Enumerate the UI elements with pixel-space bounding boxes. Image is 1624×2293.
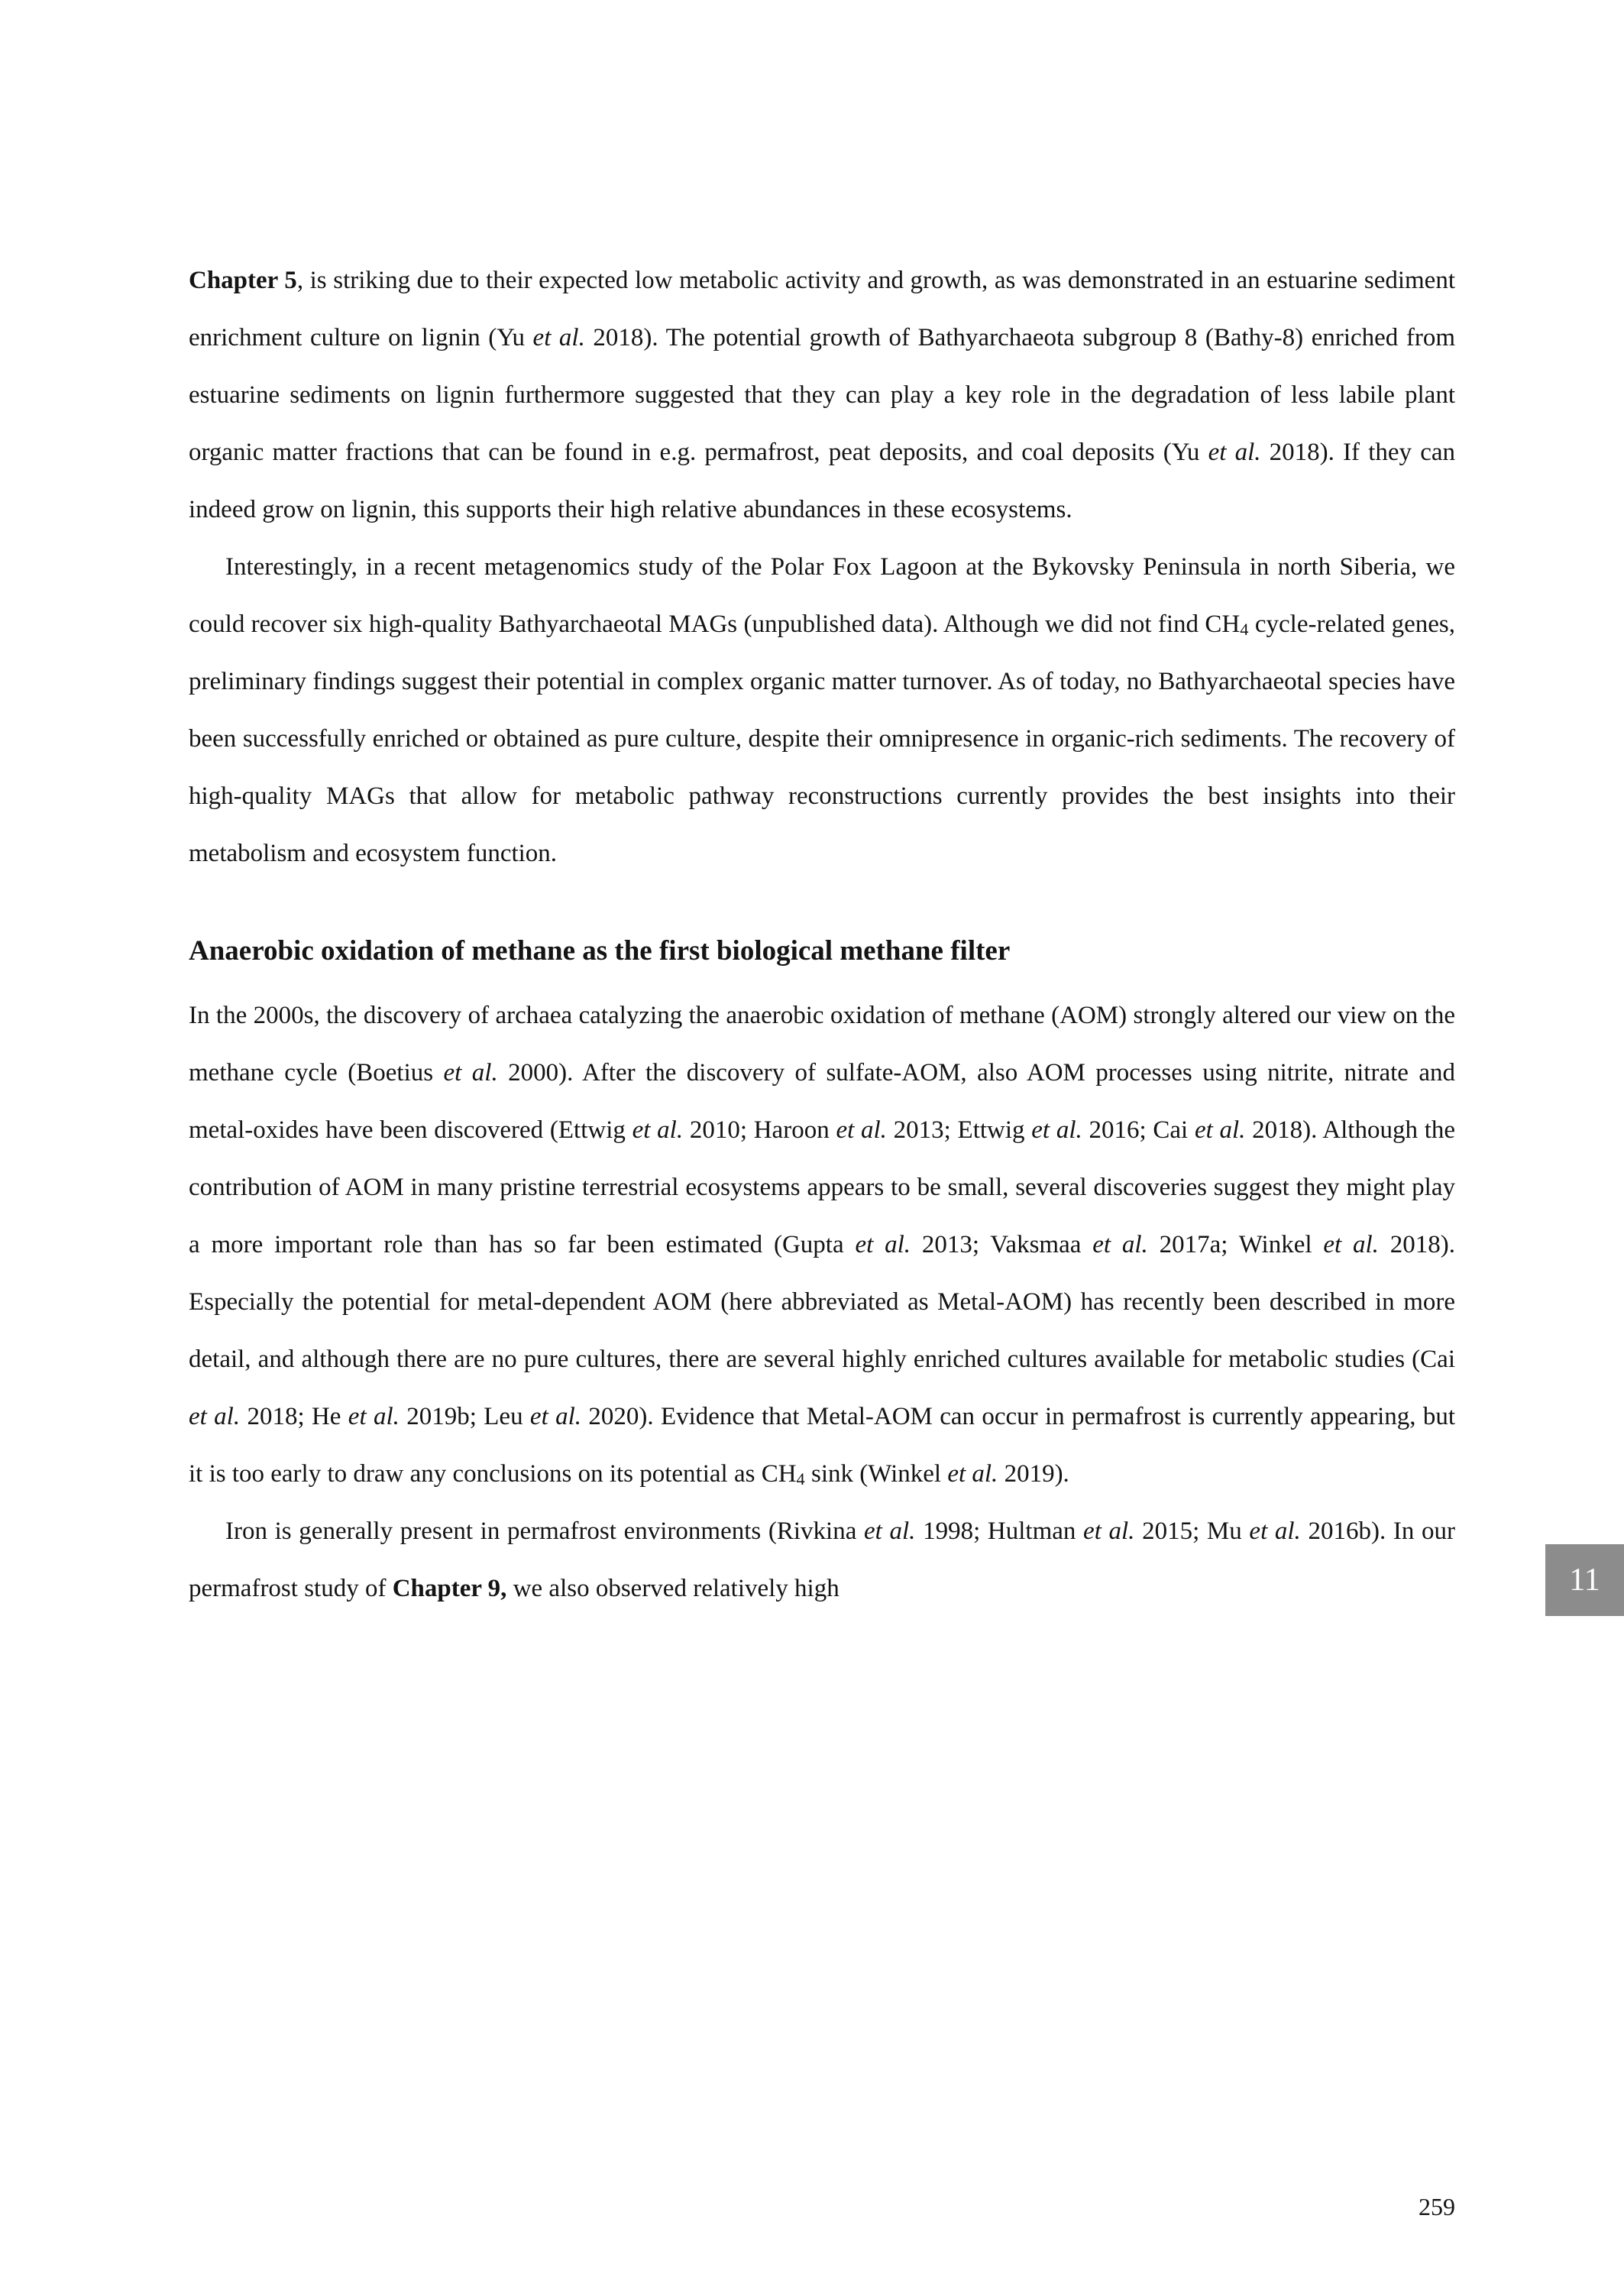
- chapter-tab: [1545, 1544, 1624, 1616]
- paragraph-aom: In the 2000s, the discovery of archaea catalyzing the anaerobic oxidation of methane (AOM) strongly altered our view on the methane cycle (Boetius et al. 2000). After the discovery of sulfate-AOM, also AOM processes using nitrite, nitrate and metal-oxides have been discovered (Ettwig et al. 2010; Haroon et al. 2013; Ettwig et al. 2016; Cai et al. 2018). Although the contribution of AOM in many pristine terrestrial ecosystems appears to be small, several discoveries suggest they might play a more important role than has so far been estimated (Gupta et al. 2013; Vaksmaa et al. 2017a; Winkel et al. 2018). Especially the potential for metal-dependent AOM (here abbreviated as Metal-AOM) has recently been described in more detail, and although there are no pure cultures, there are several highly enriched cultures available for metabolic studies (Cai et al. 2018; He et al. 2019b; Leu et al. 2020). Evidence that Metal-AOM can occur in permafrost is currently appearing, but it is too early to draw any conclusions on its potential as $CH_4$ sink (Winkel et al. 2019).: [189, 1002, 1456, 1489]
- page-number: 259: [1419, 2193, 1455, 2220]
- section-heading: Anaerobic oxidation of methane as the first biological methane filter: [189, 935, 1011, 967]
- paragraph-iron-permafrost: Iron is generally present in permafrost environments (Rivkina et al. 1998; Hultman et al. 2015; Mu et al. 2016b). In our permafrost study of Chapter 9, we also observed relatively high: [189, 1517, 1455, 1602]
- paragraph-chapter5: Chapter 5, is striking due to their expected low metabolic activity and growth, as was demonstrated in an estuarine sediment enrichment culture on lignin (Yu et al. 2018). The potential growth of Bathyarchaeota subgroup 8 (Bathy-8) enriched from estuarine sediments on lignin furthermore suggested that they can play a key role in the degradation of less labile plant organic matter fractions that can be found in e.g. permafrost, peat deposits, and coal deposits (Yu et al. 2018). If they can indeed grow on lignin, this supports their high relative abundances in these ecosystems.: [189, 267, 1456, 523]
- paragraph-polar-fox-lagoon: Interestingly, in a recent metagenomics study of the Polar Fox Lagoon at the Bykovsky Peninsula in north Siberia, we could recover six high-quality Bathyarchaeotal MAGs (unpublished data). Although we did not find $CH_4$ cycle-related genes, preliminary findings suggest their potential in complex organic matter turnover. As of today, no Bathyarchaeotal species have been successfully enriched or obtained as pure culture, despite their omnipresence in organic-rich sediments. The recovery of high-quality MAGs that allow for metabolic pathway reconstructions currently provides the best insights into their metabolism and ecosystem function.: [189, 553, 1455, 867]
- chapter-tab-number: 11: [1569, 1563, 1600, 1598]
- text-content: [189, 252, 1455, 1618]
